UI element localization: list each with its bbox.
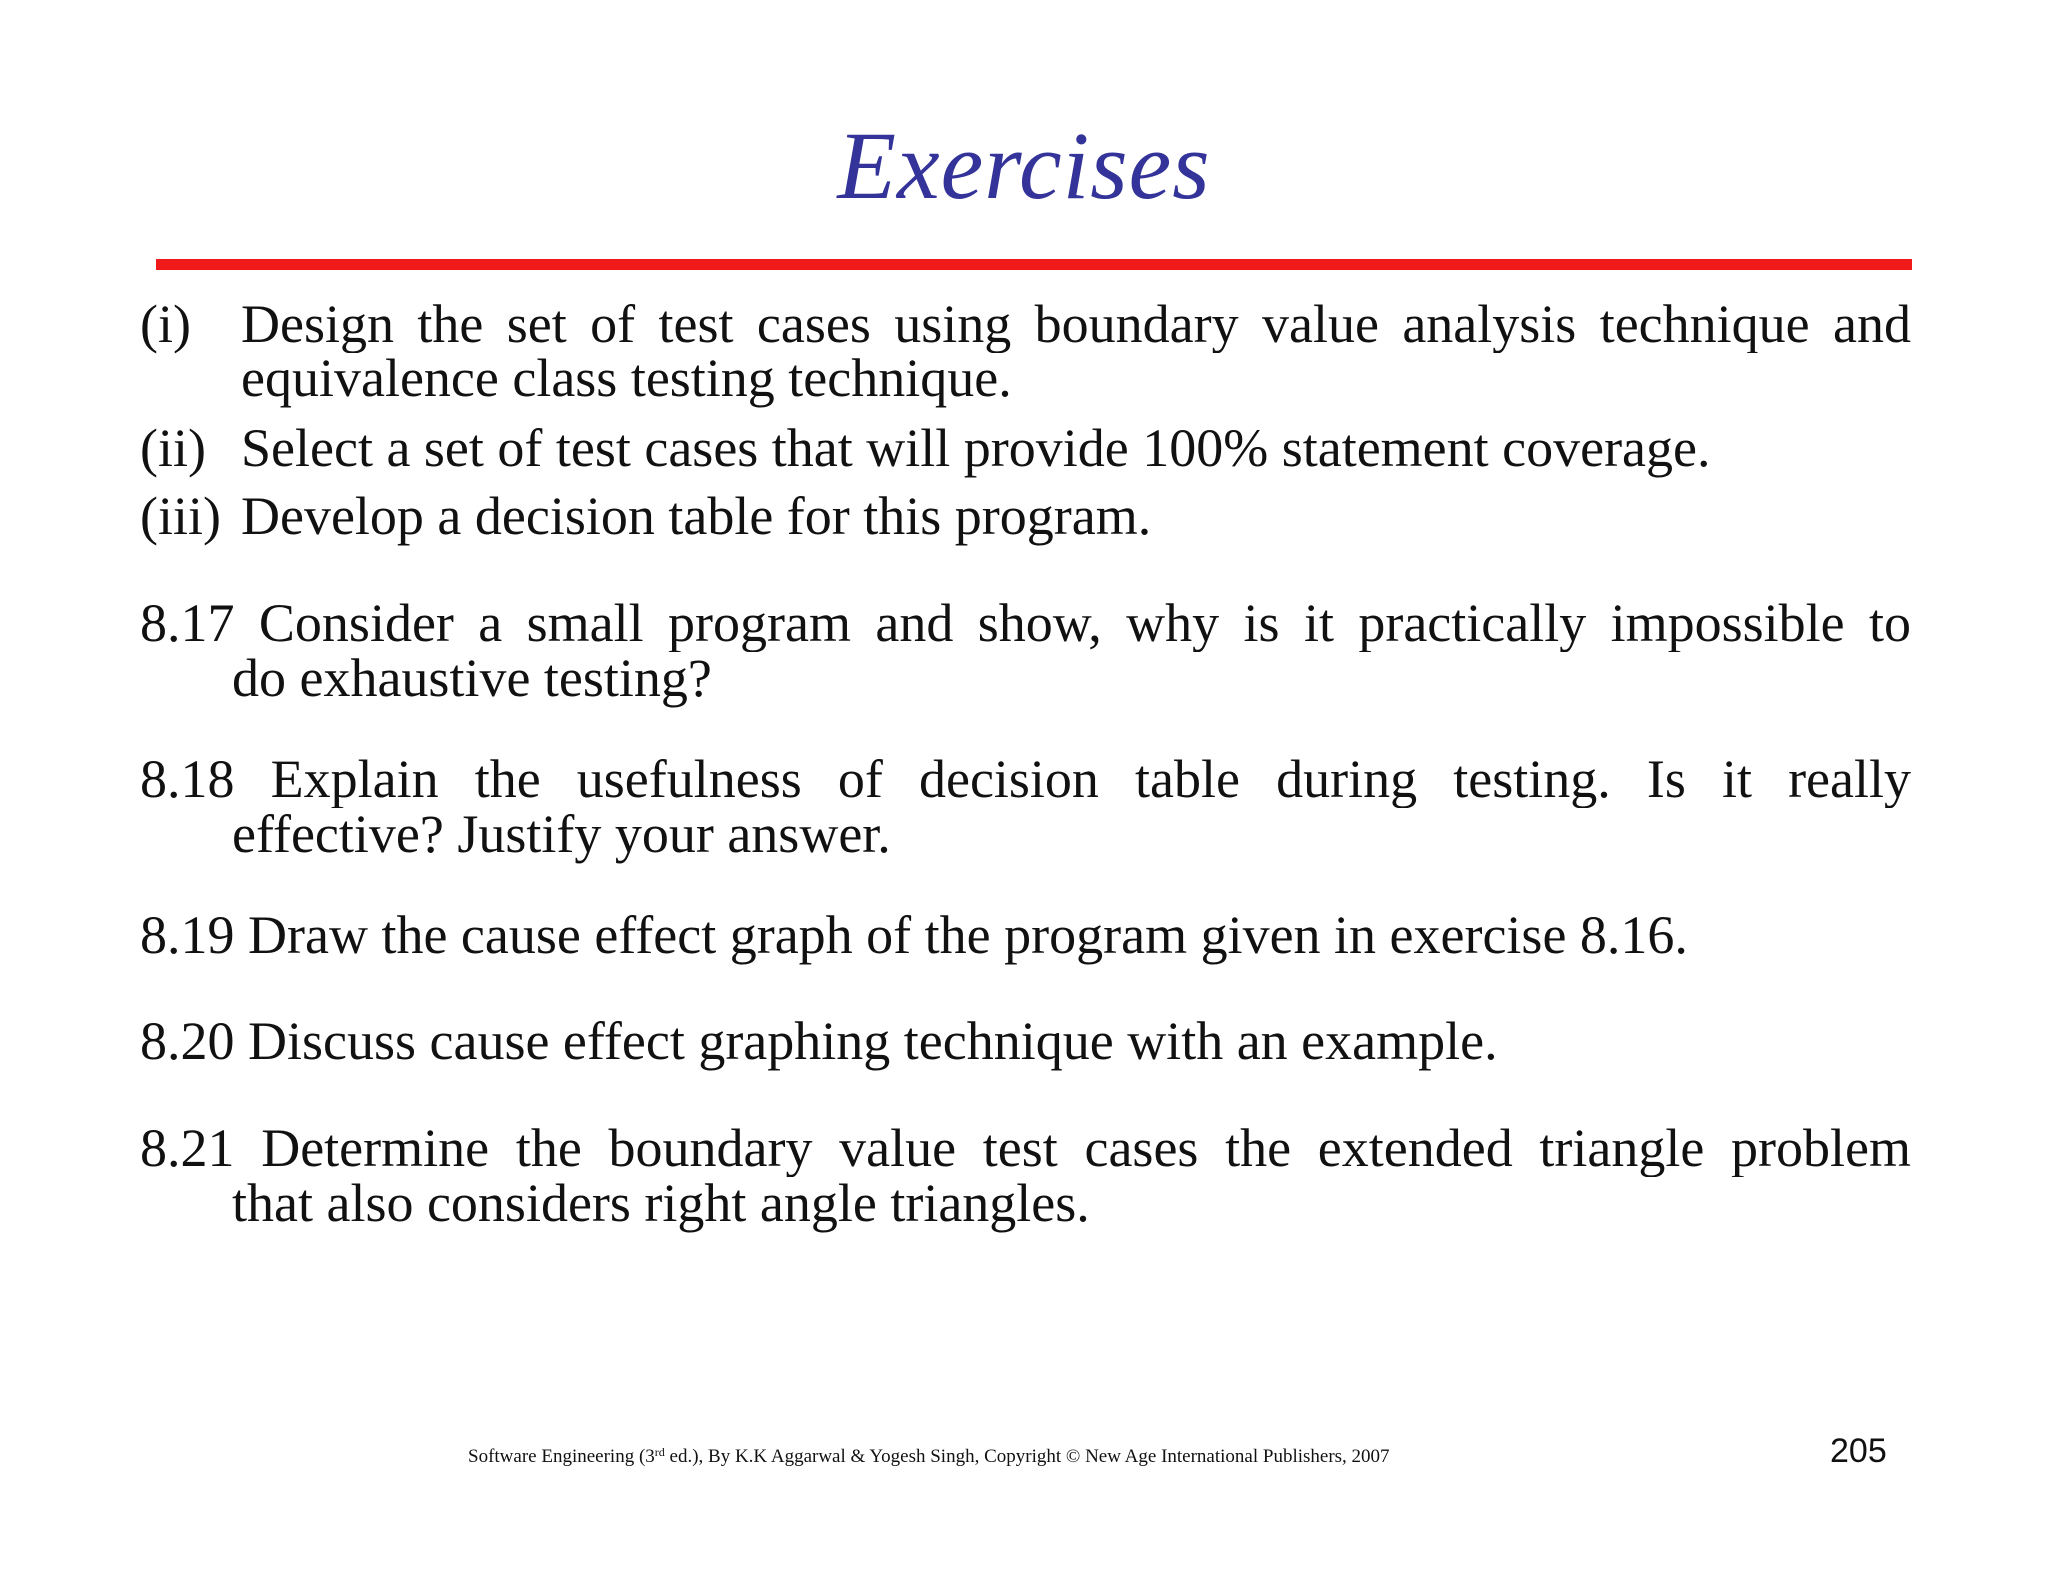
sub-item-text: equivalence class testing technique. [241, 348, 1012, 408]
exercise-number: 8.18 [140, 752, 235, 808]
sub-item-marker: (ii) [140, 418, 206, 478]
footer-citation [468, 1445, 1390, 1468]
footer-text: ed.), By K.K Aggarwal & Yogesh Singh, Copyright © New Age International Publishers, 2007 [664, 1446, 1390, 1467]
exercise-8-21-line-2: that also considers right angle triangles. [232, 1173, 1090, 1233]
exercise-8-17-line-1 [140, 596, 1911, 652]
exercise-8-17-line-2: do exhaustive testing? [232, 648, 712, 708]
exercise-text: Discuss cause effect graphing technique with an example. [248, 1011, 1498, 1071]
exercise-number: 8.21 [140, 1121, 235, 1177]
exercise-number: 8.20 [140, 1011, 235, 1071]
exercise-8-20-line-1 [140, 1011, 1498, 1071]
sub-item-text: Select a set of test cases that will provide 100% statement coverage. [241, 418, 1711, 478]
exercise-8-18-line-2: effective? Justify your answer. [232, 804, 891, 864]
exercise-8-18-line-1 [140, 752, 1911, 808]
sub-item-marker: (i) [140, 294, 191, 354]
exercise-text: Determine the boundary value test cases the extended triangle problem [261, 1121, 1911, 1177]
footer-text: Software Engineering (3 [468, 1446, 655, 1467]
page-number: 205 [1830, 1432, 1887, 1470]
sub-item-marker: (iii) [140, 486, 221, 546]
exercise-number: 8.19 [140, 905, 235, 965]
exercise-text: Explain the usefulness of decision table during testing. Is it really [270, 752, 1911, 808]
title-underline-rule [156, 259, 1912, 270]
exercise-number: 8.17 [140, 596, 235, 652]
exercise-text: Draw the cause effect graph of the program given in exercise 8.16. [248, 905, 1688, 965]
sub-item-text: Design the set of test cases using boundary value analysis technique and [241, 297, 1911, 353]
footer-superscript: rd [654, 1445, 665, 1459]
exercise-8-21-line-1 [140, 1121, 1911, 1177]
exercise-text: Consider a small program and show, why is it practically impossible to [258, 596, 1911, 652]
exercise-8-19-line-1 [140, 905, 1688, 965]
slide-title: Exercises [837, 112, 1211, 219]
sub-item-text: Develop a decision table for this program. [241, 486, 1152, 546]
